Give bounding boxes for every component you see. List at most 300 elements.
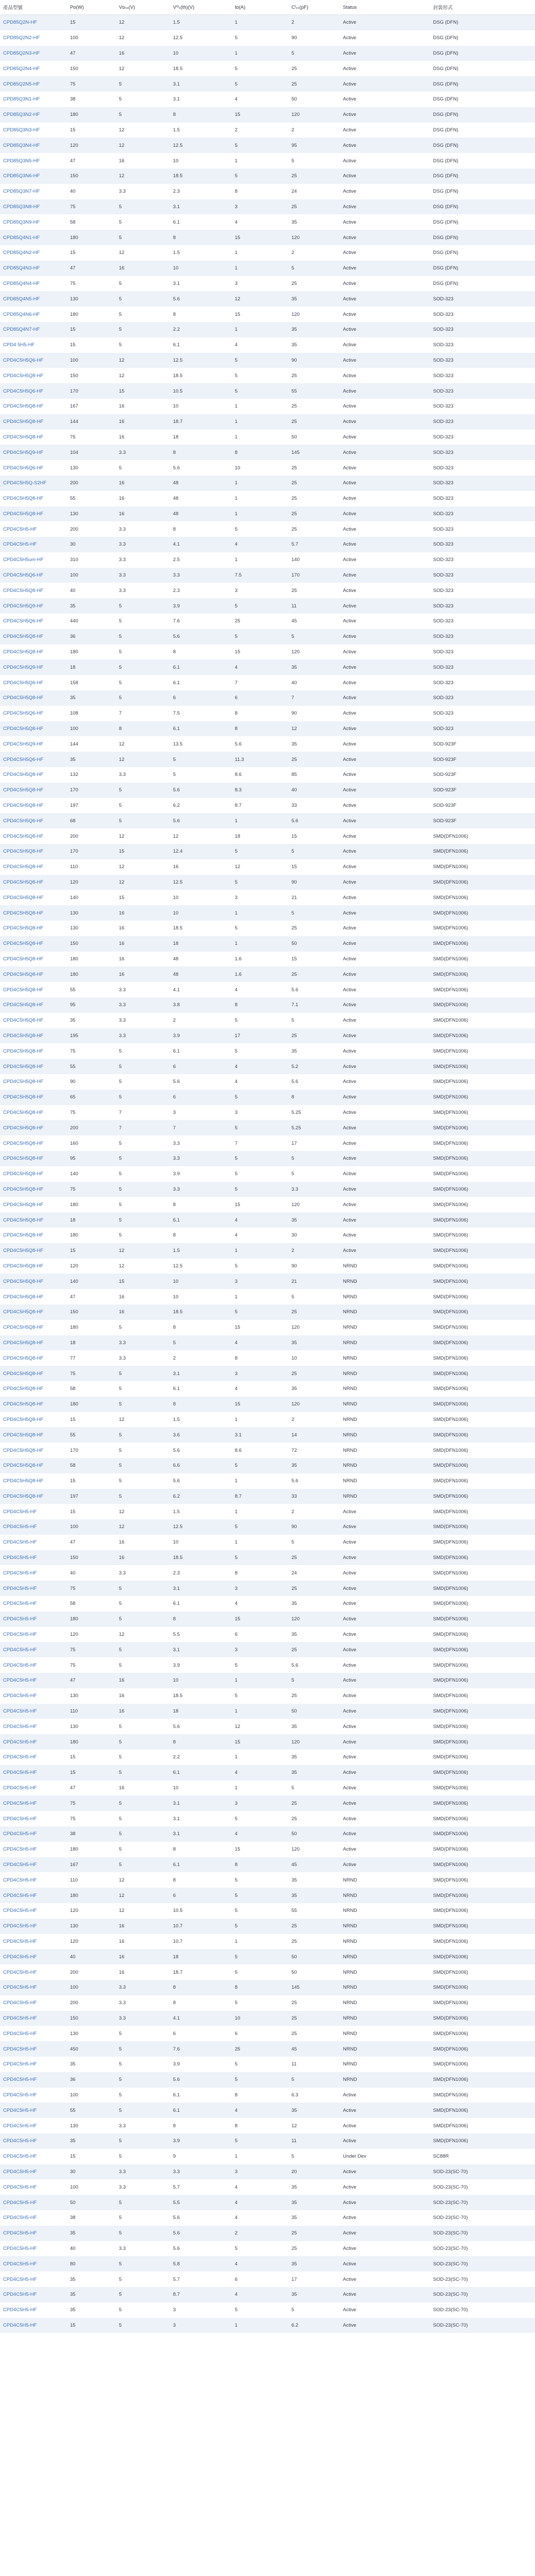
- cell-status: Active: [340, 414, 430, 430]
- part-number-link[interactable]: CPD4C5H5-HF: [3, 1708, 37, 1715]
- cell-status: Active: [340, 1811, 430, 1826]
- cell-power: 38: [67, 92, 116, 107]
- cell-vgs-th: 5: [170, 767, 232, 783]
- part-number-link[interactable]: CPD85Q2N2-HF: [3, 35, 40, 41]
- header-status[interactable]: Status: [340, 0, 430, 15]
- cell-power: 30: [67, 2164, 116, 2180]
- part-number-link[interactable]: CPD85Q4N4-HF: [3, 280, 40, 286]
- part-number-link[interactable]: CPD4C5H5Q9-HF: [3, 664, 44, 670]
- part-number-link[interactable]: CPD4C5H5-HF: [3, 2245, 37, 2251]
- cell-part-number: [0, 1750, 67, 1765]
- part-number-link[interactable]: CPD4C5H5-HF: [3, 2138, 37, 2144]
- cell-ciss: 35: [288, 2179, 340, 2195]
- header-power[interactable]: Pᴅ(W): [67, 0, 116, 15]
- part-number-link[interactable]: CPD4C5H5Q8-HF: [3, 1401, 44, 1408]
- cell-status: Active: [340, 168, 430, 184]
- part-number-link[interactable]: CPD4C5H5Q8-HF: [3, 956, 44, 962]
- cell-power: 440: [67, 614, 116, 629]
- cell-vgs-th: 5.6: [170, 460, 232, 476]
- cell-power: 170: [67, 1443, 116, 1458]
- part-number-link[interactable]: CPD4C5H5um-HF: [3, 557, 44, 563]
- part-number-link[interactable]: CPD4C5H5-HF: [3, 2123, 37, 2129]
- cell-power: 75: [67, 76, 116, 92]
- cell-package: SOD-323: [430, 506, 535, 522]
- part-number-link[interactable]: CPD4C5H5Q8-HF: [3, 587, 44, 594]
- part-number-link[interactable]: CPD85Q3N5-HF: [3, 158, 40, 164]
- cell-package: SMD(DFN1006): [430, 1013, 535, 1028]
- cell-vgs-th: 2: [170, 1013, 232, 1028]
- part-number-link[interactable]: CPD4C5H5-HF: [3, 2077, 37, 2083]
- table-row: [0, 445, 535, 460]
- cell-status: NRND: [340, 1289, 430, 1304]
- cell-power: 195: [67, 1028, 116, 1044]
- part-number-link[interactable]: CPD4C5H5Q8-HF: [3, 1294, 44, 1300]
- table-row: [0, 859, 535, 875]
- cell-package: SMD(DFN1006): [430, 1105, 535, 1121]
- part-number-link[interactable]: CPD4C5H5-HF: [3, 2015, 37, 2021]
- part-number-link[interactable]: CPD4C5H5-HF: [3, 1908, 37, 1914]
- cell-id: 8.7: [232, 798, 288, 814]
- header-part-number[interactable]: 產品型號: [0, 0, 67, 15]
- part-number-link[interactable]: CPD4C5H5Q8-HF: [3, 1416, 44, 1422]
- cell-id: 5: [232, 1872, 288, 1888]
- part-number-link[interactable]: CPD4C5H5Q8-HF: [3, 1094, 44, 1100]
- part-number-link[interactable]: CPD4C5H5-HF: [3, 1677, 37, 1684]
- part-number-link[interactable]: CPD4C5H5-HF: [3, 2000, 37, 2006]
- part-number-link[interactable]: CPD4C5H5-HF: [3, 1524, 37, 1530]
- part-number-link[interactable]: CPD4C5H5Q8-HF: [3, 695, 44, 701]
- part-number-link[interactable]: CPD85Q4N1-HF: [3, 234, 40, 241]
- part-number-link[interactable]: CPD4C5H5-HF: [3, 1846, 37, 1853]
- cell-package: SOD-323: [430, 521, 535, 537]
- part-number-link[interactable]: CPD4C5H5-HF: [3, 1939, 37, 1944]
- part-number-link[interactable]: CPD4C5H5Q8-HF: [3, 1125, 44, 1131]
- cell-ciss: 35: [288, 2210, 340, 2226]
- part-number-link[interactable]: CPD4C5H5Q8-HF: [3, 1063, 44, 1070]
- cell-status: Active: [340, 214, 430, 230]
- cell-part-number: [0, 1090, 67, 1105]
- cell-vgs-th: 5.7: [170, 2179, 232, 2195]
- cell-vdss: 5: [116, 1166, 170, 1182]
- table-row: [0, 997, 535, 1013]
- cell-part-number: [0, 92, 67, 107]
- cell-package: SMD(DFN1006): [430, 982, 535, 997]
- part-number-link[interactable]: CPD4C5H5Q9-HF: [3, 449, 44, 455]
- cell-status: Active: [340, 491, 430, 506]
- cell-vgs-th: 6: [170, 1059, 232, 1074]
- cell-part-number: [0, 1811, 67, 1826]
- part-number-link[interactable]: CPD4C5H5Q8-HF: [3, 1370, 44, 1377]
- cell-package: SOD-323: [430, 598, 535, 614]
- cell-power: 75: [67, 1657, 116, 1673]
- part-number-link[interactable]: CPD4C5H5-HF: [3, 526, 37, 532]
- part-number-link[interactable]: CPD4C5H5-HF: [3, 1800, 37, 1806]
- part-number-link[interactable]: CPD4C5H5Q8-HF: [3, 1386, 44, 1392]
- table-row: [0, 1274, 535, 1289]
- cell-ciss: 5: [288, 1151, 340, 1166]
- part-number-link[interactable]: CPD4C5H5Q6-HF: [3, 618, 44, 624]
- part-number-link[interactable]: CPD4C5H5Q8-HF: [3, 772, 44, 778]
- part-number-link[interactable]: CPD85Q4N5-HF: [3, 296, 40, 302]
- cell-package: SOD-323: [430, 322, 535, 337]
- cell-vdss: 12: [116, 1519, 170, 1535]
- cell-ciss: 25: [288, 61, 340, 76]
- part-number-link[interactable]: CPD4C5H5Q8-HF: [3, 1463, 44, 1469]
- cell-status: Active: [340, 2302, 430, 2318]
- part-number-link[interactable]: CPD4C5H5-HF: [3, 1862, 37, 1868]
- part-number-link[interactable]: CPD85Q3N1-HF: [3, 96, 40, 103]
- part-number-link[interactable]: CPD4C5H5-HF: [3, 2276, 37, 2282]
- part-number-link[interactable]: CPD4C5H5Q-S2HF: [3, 480, 47, 486]
- part-number-link[interactable]: CPD4C5H5Q8-HF: [3, 511, 44, 517]
- header-ciss[interactable]: Cᴵₛₛ(pF): [288, 0, 340, 15]
- cell-part-number: [0, 107, 67, 123]
- cell-id: 8: [232, 1857, 288, 1873]
- part-number-link[interactable]: CPD4C5H5-HF: [3, 1570, 37, 1576]
- part-number-link[interactable]: CPD4C5H5Q8-HF: [3, 1109, 44, 1115]
- part-number-link[interactable]: CPD4C5H5-HF: [3, 1816, 37, 1822]
- part-number-link[interactable]: CPD4C5H5Q8-HF: [3, 1309, 44, 1315]
- cell-ciss: 2: [288, 1243, 340, 1259]
- cell-package: SOD-323: [430, 291, 535, 307]
- cell-vdss: 12: [116, 828, 170, 844]
- part-number-link[interactable]: CPD4C5H5Q6-HF: [3, 756, 44, 762]
- header-package[interactable]: 封裝形式: [430, 0, 535, 15]
- part-number-link[interactable]: CPD4C5H5-HF: [3, 1985, 37, 1991]
- cell-id: 5: [232, 30, 288, 46]
- part-number-link[interactable]: CPD4C5H5Q8-HF: [3, 833, 44, 839]
- part-number-link[interactable]: CPD4C5H5-HF: [3, 1693, 37, 1699]
- cell-ciss: 35: [288, 736, 340, 752]
- part-number-link[interactable]: CPD4C5H5-HF: [3, 2307, 37, 2313]
- header-vgs-th[interactable]: Vᴳₛ(th)(V): [170, 0, 232, 15]
- part-number-link[interactable]: CPD4C5H5-HF: [3, 1585, 37, 1591]
- part-number-link[interactable]: CPD4C5H5Q8-HF: [3, 1478, 44, 1484]
- part-number-link[interactable]: CPD4C5H5Q8-HF: [3, 634, 44, 640]
- part-number-link[interactable]: CPD4C5H5-HF: [3, 2230, 37, 2236]
- part-number-link[interactable]: CPD4C5H5Q6-HF: [3, 710, 44, 717]
- cell-power: 130: [67, 2026, 116, 2041]
- cell-vgs-th: 2.3: [170, 583, 232, 598]
- part-number-link[interactable]: CPD4C5H5Q9-HF: [3, 603, 44, 609]
- part-number-link[interactable]: CPD4C5H5-HF: [3, 1616, 37, 1622]
- part-number-link[interactable]: CPD4C5H5Q6-HF: [3, 388, 44, 394]
- part-number-link[interactable]: CPD85Q2N-HF: [3, 20, 37, 26]
- cell-package: SMD(DFN1006): [430, 1059, 535, 1074]
- part-number-link[interactable]: CPD4C5H5Q8-HF: [3, 1432, 44, 1438]
- cell-power: 100: [67, 1519, 116, 1535]
- part-number-link[interactable]: CPD4C5H5-HF: [3, 1969, 37, 1975]
- part-number-link[interactable]: CPD85Q3N9-HF: [3, 219, 40, 225]
- part-number-link[interactable]: CPD4C5H5-HF: [3, 2184, 37, 2190]
- part-number-link[interactable]: CPD4C5H5-HF: [3, 1647, 37, 1653]
- cell-status: Active: [340, 1519, 430, 1535]
- part-number-link[interactable]: CPD4C5H5-HF: [3, 1601, 37, 1607]
- cell-status: Active: [340, 1166, 430, 1182]
- part-number-link[interactable]: CPD4C5H5Q8-HF: [3, 403, 44, 410]
- cell-power: 18: [67, 659, 116, 675]
- cell-status: Active: [340, 76, 430, 92]
- cell-id: 5: [232, 383, 288, 399]
- cell-id: 4: [232, 2256, 288, 2272]
- cell-id: 15: [232, 1197, 288, 1212]
- cell-package: SOD-323: [430, 414, 535, 430]
- cell-power: 30: [67, 537, 116, 552]
- part-number-link[interactable]: CPD4C5H5Q8-HF: [3, 1002, 44, 1008]
- part-number-link[interactable]: CPD4C5H5Q8-HF: [3, 726, 44, 732]
- part-number-link[interactable]: CPD4C5H5-HF: [3, 1923, 37, 1929]
- part-number-link[interactable]: CPD4C5H5Q8-HF: [3, 987, 44, 993]
- cell-part-number: [0, 2318, 67, 2333]
- part-number-link[interactable]: CPD4C5H5Q6-HF: [3, 357, 44, 363]
- part-number-link[interactable]: CPD4C5H5Q8-HF: [3, 1156, 44, 1162]
- part-number-link[interactable]: CPD4C5H5-HF: [3, 1831, 37, 1837]
- cell-vdss: 16: [116, 1535, 170, 1550]
- cell-vgs-th: 6.1: [170, 214, 232, 230]
- part-number-link[interactable]: CPD4C5H5Q8-HF: [3, 1325, 44, 1331]
- part-number-link[interactable]: CPD4C5H5Q6-HF: [3, 572, 44, 579]
- cell-ciss: 21: [288, 1274, 340, 1289]
- cell-id: 12: [232, 859, 288, 875]
- cell-vdss: 16: [116, 399, 170, 414]
- cell-vgs-th: 5.6: [170, 629, 232, 645]
- part-number-link[interactable]: CPD4C5H5-HF: [3, 1723, 37, 1730]
- part-number-link[interactable]: CPD4C5H5-HF: [3, 1509, 37, 1515]
- cell-power: 150: [67, 1304, 116, 1320]
- cell-ciss: 5.6: [288, 1473, 340, 1489]
- cell-status: NRND: [340, 1980, 430, 1995]
- part-number-link[interactable]: CPD85Q4N7-HF: [3, 327, 40, 333]
- cell-vgs-th: 3.8: [170, 997, 232, 1013]
- part-number-link[interactable]: CPD4C5H5Q8-HF: [3, 1186, 44, 1192]
- cell-vgs-th: 4.1: [170, 537, 232, 552]
- cell-part-number: [0, 1304, 67, 1320]
- cell-vdss: 5: [116, 2226, 170, 2241]
- cell-part-number: [0, 2072, 67, 2088]
- part-number-link[interactable]: CPD4C5H5Q8-HF: [3, 787, 44, 793]
- cell-vgs-th: 8: [170, 445, 232, 460]
- part-number-link[interactable]: CPD4C5H5Q8-HF: [3, 1447, 44, 1453]
- part-number-link[interactable]: CPD4C5H5-HF: [3, 1770, 37, 1776]
- part-number-link[interactable]: CPD4C5H5Q8-HF: [3, 1248, 44, 1254]
- cell-status: Active: [340, 1182, 430, 1197]
- part-number-link[interactable]: CPD4C5H5Q8-HF: [3, 1079, 44, 1085]
- part-number-link[interactable]: CPD4C5H5-HF: [3, 2092, 37, 2098]
- cell-package: DSG (DFN): [430, 46, 535, 61]
- part-number-link[interactable]: CPD85Q4N3-HF: [3, 265, 40, 272]
- part-number-link[interactable]: CPD4C5H5Q8-HF: [3, 1232, 44, 1239]
- cell-power: 160: [67, 1136, 116, 1151]
- cell-vgs-th: 8: [170, 1980, 232, 1995]
- part-number-link[interactable]: CPD4C5H5Q8-HF: [3, 372, 44, 379]
- part-number-link[interactable]: CPD4C5H5-HF: [3, 1892, 37, 1899]
- part-number-link[interactable]: CPD4C5H5-HF: [3, 1877, 37, 1883]
- table-row: [0, 2302, 535, 2318]
- cell-id: 4: [232, 2179, 288, 2195]
- cell-ciss: 35: [288, 1043, 340, 1059]
- part-number-link[interactable]: CPD4C5H5-HF: [3, 2107, 37, 2113]
- cell-id: 3: [232, 1581, 288, 1596]
- header-vdss[interactable]: Vᴅₛₛ(V): [116, 0, 170, 15]
- cell-vgs-th: 1.5: [170, 1412, 232, 1428]
- table-row: [0, 460, 535, 476]
- cell-ciss: 50: [288, 1949, 340, 1964]
- part-number-link[interactable]: CPD85Q2N4-HF: [3, 65, 40, 72]
- cell-package: SMD(DFN1006): [430, 1612, 535, 1627]
- part-number-link[interactable]: CPD4C5H5Q8-HF: [3, 1278, 44, 1284]
- cell-ciss: 35: [288, 1381, 340, 1397]
- part-number-link[interactable]: CPD4C5H5Q8-HF: [3, 1493, 44, 1499]
- part-number-link[interactable]: CPD85Q4N6-HF: [3, 311, 40, 317]
- part-number-link[interactable]: CPD4C5H5-HF: [3, 2046, 37, 2052]
- cell-vgs-th: 5.6: [170, 813, 232, 828]
- part-number-link[interactable]: CPD4C5H5Q8-HF: [3, 864, 44, 870]
- cell-part-number: [0, 1888, 67, 1903]
- cell-status: Active: [340, 675, 430, 690]
- part-number-link[interactable]: CPD4C5H5Q8-HF: [3, 1340, 44, 1346]
- cell-ciss: 25: [288, 1795, 340, 1811]
- part-number-link[interactable]: CPD4C5H5-HF: [3, 2292, 37, 2298]
- cell-ciss: 120: [288, 645, 340, 660]
- part-number-link[interactable]: CPD4C5H5Q8-HF: [3, 1171, 44, 1177]
- part-number-link[interactable]: CPD4 5H5-HF: [3, 342, 35, 348]
- cell-vdss: 5: [116, 199, 170, 215]
- cell-status: Active: [340, 706, 430, 721]
- part-number-link[interactable]: CPD4C5H5Q8-HF: [3, 1140, 44, 1146]
- cell-package: SMD(DFN1006): [430, 1289, 535, 1304]
- part-number-link[interactable]: CPD4C5H5-HF: [3, 2215, 37, 2221]
- part-number-link[interactable]: CPD4C5H5-HF: [3, 1555, 37, 1561]
- cell-part-number: [0, 1519, 67, 1535]
- cell-part-number: [0, 491, 67, 506]
- cell-power: 35: [67, 1013, 116, 1028]
- part-number-link[interactable]: CPD85Q3N4-HF: [3, 142, 40, 148]
- part-number-link[interactable]: CPD4C5H5-HF: [3, 541, 37, 548]
- cell-id: 2: [232, 123, 288, 138]
- cell-part-number: [0, 997, 67, 1013]
- cell-ciss: 5.6: [288, 813, 340, 828]
- part-number-link[interactable]: CPD4C5H5Q8-HF: [3, 910, 44, 916]
- cell-id: 3: [232, 583, 288, 598]
- part-number-link[interactable]: CPD4C5H5Q8-HF: [3, 496, 44, 502]
- cell-ciss: 5: [288, 1289, 340, 1304]
- part-number-link[interactable]: CPD4C5H5-HF: [3, 2199, 37, 2206]
- cell-ciss: 2: [288, 1504, 340, 1519]
- part-number-link[interactable]: CPD4C5H5Q8-HF: [3, 971, 44, 977]
- cell-status: Active: [340, 1090, 430, 1105]
- cell-power: 150: [67, 1550, 116, 1566]
- part-number-link[interactable]: CPD85Q3N3-HF: [3, 127, 40, 133]
- cell-part-number: [0, 353, 67, 368]
- cell-ciss: 25: [288, 967, 340, 982]
- part-number-link[interactable]: CPD4C5H5-HF: [3, 1662, 37, 1668]
- part-number-link[interactable]: CPD4C5H5-HF: [3, 1539, 37, 1546]
- part-number-link[interactable]: CPD4C5H5Q8-HF: [3, 1201, 44, 1208]
- cell-id: 4: [232, 1381, 288, 1397]
- part-number-link[interactable]: CPD85Q3N7-HF: [3, 189, 40, 195]
- part-number-link[interactable]: CPD4C5H5Q8-HF: [3, 941, 44, 947]
- cell-package: DSG (DFN): [430, 168, 535, 184]
- cell-power: 36: [67, 629, 116, 645]
- part-number-link[interactable]: CPD4C5H5-HF: [3, 1754, 37, 1760]
- part-number-link[interactable]: CPD4C5H5Q6-HF: [3, 818, 44, 824]
- cell-vgs-th: 5.6: [170, 1473, 232, 1489]
- cell-vdss: 16: [116, 936, 170, 952]
- part-number-link[interactable]: CPD4C5H5Q8-HF: [3, 849, 44, 855]
- part-number-link[interactable]: CPD4C5H5Q8-HF: [3, 1048, 44, 1054]
- part-number-link[interactable]: CPD4C5H5Q8-HF: [3, 434, 44, 440]
- cell-vgs-th: 5.6: [170, 1074, 232, 1090]
- cell-ciss: 5.7: [288, 537, 340, 552]
- cell-part-number: [0, 905, 67, 921]
- cell-id: 3: [232, 890, 288, 905]
- part-number-link[interactable]: CPD85Q4N2-HF: [3, 250, 40, 256]
- part-number-link[interactable]: CPD4C5H5Q8-HF: [3, 803, 44, 809]
- part-number-link[interactable]: CPD4C5H5Q8-HF: [3, 894, 44, 901]
- cell-part-number: [0, 337, 67, 353]
- cell-vgs-th: 3.9: [170, 1166, 232, 1182]
- part-number-link[interactable]: CPD4C5H5-HF: [3, 2168, 37, 2175]
- part-number-link[interactable]: CPD85Q3N2-HF: [3, 112, 40, 118]
- table-row: [0, 1903, 535, 1919]
- cell-ciss: 25: [288, 460, 340, 476]
- part-number-link[interactable]: CPD85Q3N6-HF: [3, 173, 40, 179]
- cell-part-number: [0, 706, 67, 721]
- part-number-link[interactable]: CPD4C5H5-HF: [3, 1739, 37, 1745]
- cell-ciss: 120: [288, 1197, 340, 1212]
- cell-part-number: [0, 982, 67, 997]
- part-number-link[interactable]: CPD4C5H5Q8-HF: [3, 1217, 44, 1223]
- cell-status: Active: [340, 844, 430, 859]
- part-number-link[interactable]: CPD4C5H5Q8-HF: [3, 1032, 44, 1039]
- part-number-link[interactable]: CPD4C5H5Q8-HF: [3, 1263, 44, 1269]
- cell-vgs-th: 6.1: [170, 1857, 232, 1873]
- part-number-link[interactable]: CPD4C5H5-HF: [3, 2030, 37, 2037]
- part-number-link[interactable]: CPD4C5H5Q8-HF: [3, 1355, 44, 1361]
- cell-id: 8: [232, 1980, 288, 1995]
- header-id[interactable]: Iᴅ(A): [232, 0, 288, 15]
- part-number-link[interactable]: CPD85Q2N5-HF: [3, 81, 40, 87]
- cell-power: 75: [67, 1581, 116, 1596]
- part-number-link[interactable]: CPD4C5H5-HF: [3, 2261, 37, 2267]
- cell-power: 35: [67, 2302, 116, 2318]
- part-number-link[interactable]: CPD4C5H5-HF: [3, 2061, 37, 2067]
- cell-package: SMD(DFN1006): [430, 1627, 535, 1642]
- part-number-link[interactable]: CPD4C5H5Q8-HF: [3, 879, 44, 886]
- cell-id: 5: [232, 921, 288, 936]
- part-number-link[interactable]: CPD85Q3N8-HF: [3, 204, 40, 210]
- part-number-link[interactable]: CPD4C5H5-HF: [3, 2322, 37, 2328]
- part-number-link[interactable]: CPD4C5H5-HF: [3, 1632, 37, 1638]
- part-number-link[interactable]: CPD4C5H5Q8-HF: [3, 1018, 44, 1024]
- part-number-link[interactable]: CPD4C5H5Q8-HF: [3, 649, 44, 655]
- table-row: [0, 552, 535, 568]
- part-number-link[interactable]: CPD4C5H5Q6-HF: [3, 680, 44, 686]
- part-number-link[interactable]: CPD4C5H5Q8-HF: [3, 419, 44, 425]
- part-number-link[interactable]: CPD4C5H5Q9-HF: [3, 741, 44, 747]
- part-number-link[interactable]: CPD4C5H5-HF: [3, 2154, 37, 2160]
- part-number-link[interactable]: CPD4C5H5-HF: [3, 1954, 37, 1960]
- cell-power: 15: [67, 1504, 116, 1519]
- part-number-link[interactable]: CPD4C5H5-HF: [3, 1785, 37, 1791]
- cell-package: SMD(DFN1006): [430, 1888, 535, 1903]
- part-number-link[interactable]: CPD4C5H5Q6-HF: [3, 465, 44, 471]
- part-number-link[interactable]: CPD4C5H5Q8-HF: [3, 925, 44, 931]
- part-number-link[interactable]: CPD85Q2N3-HF: [3, 50, 40, 56]
- cell-id: 12: [232, 1719, 288, 1734]
- cell-power: 15: [67, 123, 116, 138]
- cell-package: SOD-323: [430, 383, 535, 399]
